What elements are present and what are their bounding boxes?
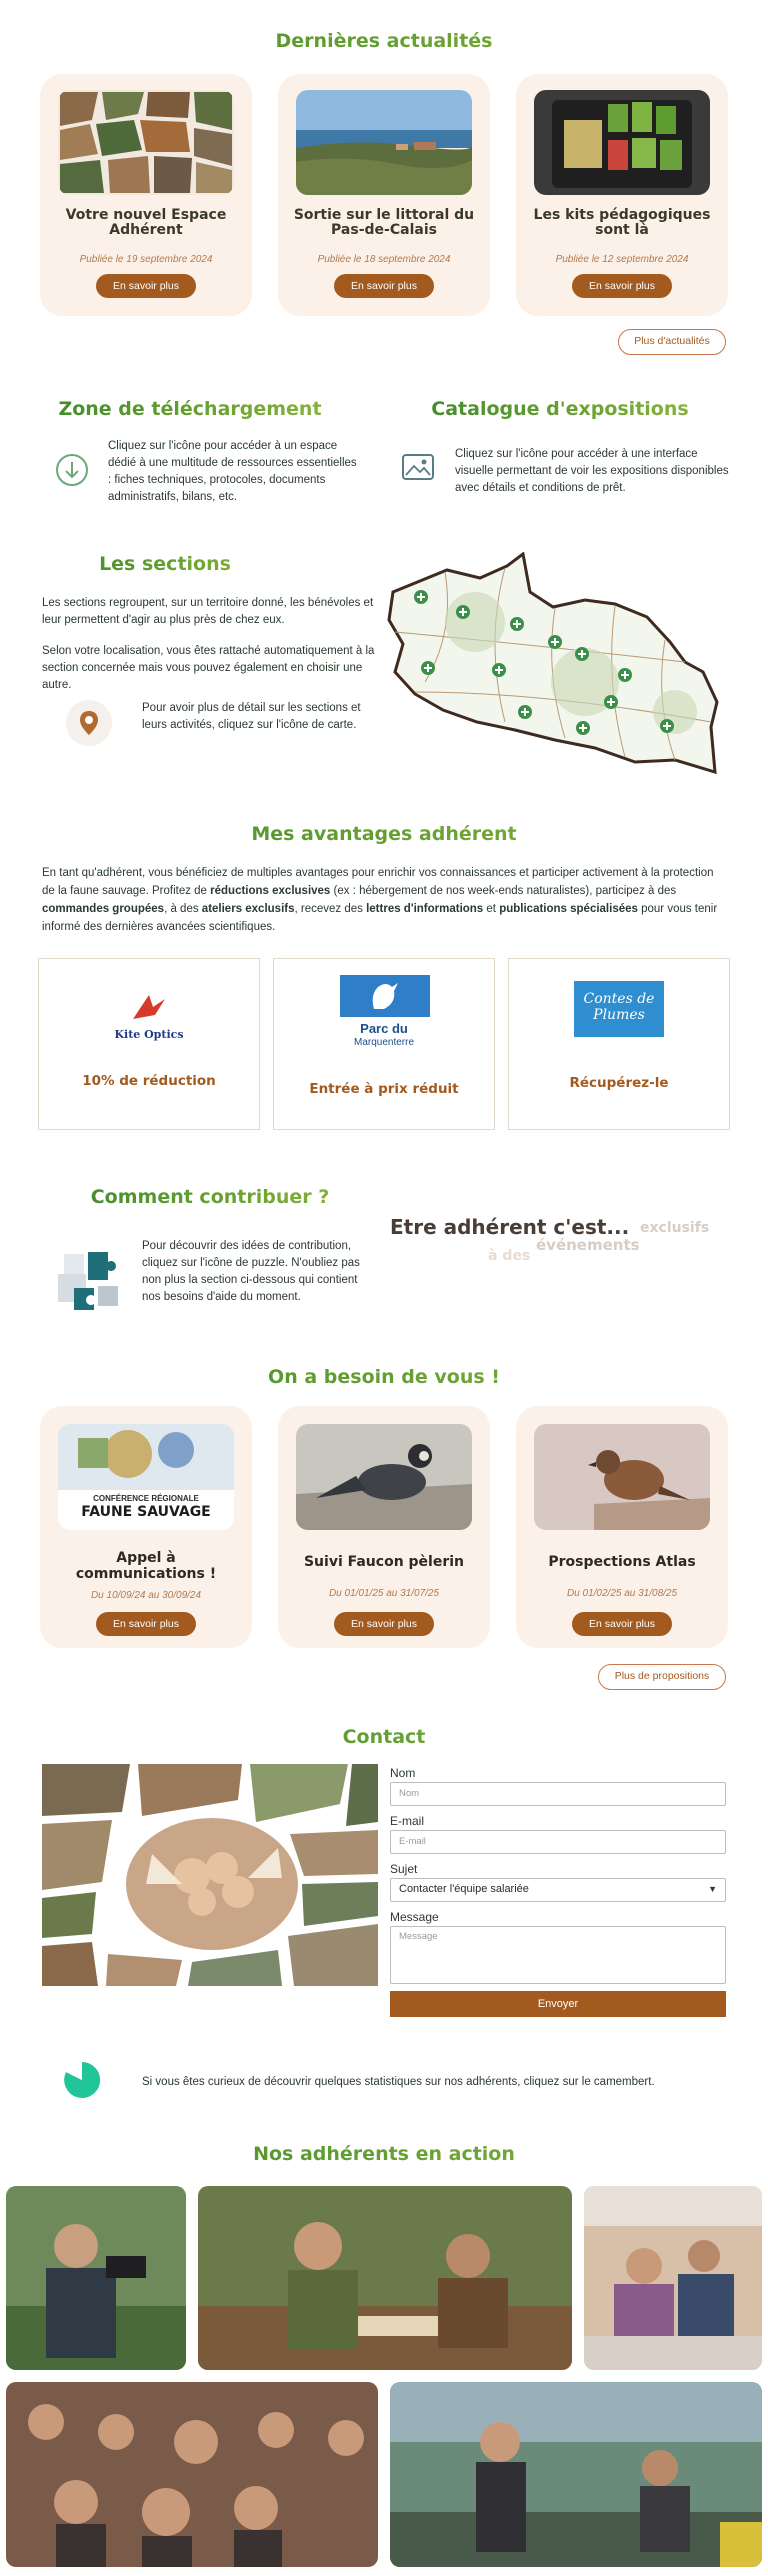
news-read-more-button[interactable]: En savoir plus <box>572 274 672 298</box>
more-news-button[interactable]: Plus d'actualités <box>618 329 726 355</box>
news-card-title: Les kits pédagogiques sont là <box>533 207 711 238</box>
advantage-highlight: publications spécialisées <box>499 903 638 915</box>
news-card-title: Sortie sur le littoral du Pas-de-Calais <box>293 207 475 238</box>
news-read-more-button[interactable]: En savoir plus <box>334 274 434 298</box>
contact-title: Contact <box>0 1726 768 1748</box>
news-card-date: Publiée le 18 septembre 2024 <box>317 254 451 265</box>
advantages-intro <box>42 864 728 936</box>
send-button[interactable]: Envoyer <box>390 1991 726 2017</box>
action-photo-stand <box>584 2186 762 2370</box>
sections-paragraph-2: Selon votre localisation, vous êtes rattaché automatiquement à la section concernée mais vous pouvez également en choisir une autre. <box>42 645 375 691</box>
action-photo-audience <box>6 2382 378 2567</box>
email-label: E-mail <box>390 1814 425 1828</box>
news-title: Dernières actualités <box>0 30 768 52</box>
needs-read-more-button[interactable]: En savoir plus <box>96 1612 196 1636</box>
news-card[interactable] <box>516 74 728 316</box>
contribute-text: Pour découvrir des idées de contribution, cliquez sur l'icône de puzzle. N'oubliez pas non plus la section ci-dessous qui contient nos besoins d'aide du moment. <box>142 1240 360 1303</box>
advantage-text: et <box>483 903 500 915</box>
needs-card[interactable] <box>278 1406 490 1648</box>
subject-value: Contacter l'équipe salariée <box>399 1883 529 1895</box>
news-card-date: Publiée le 19 septembre 2024 <box>79 254 213 265</box>
sections-title: Les sections <box>60 553 270 575</box>
advantage-highlight: ateliers exclusifs <box>201 903 295 915</box>
advantage-kite-optics[interactable] <box>38 958 260 1130</box>
advantage-text: , recevez des <box>294 903 367 915</box>
advantage-parc-marquenterre[interactable]: Parc du Marquenterre Entrée à prix réduit <box>273 958 495 1130</box>
dropdown-arrow-icon: ▼ <box>708 1884 717 1894</box>
contact-photo-mosaic <box>42 1764 378 1986</box>
member-slogan: Etre adhérent c'est... <box>390 1215 630 1239</box>
image-frame-icon[interactable] <box>400 452 436 482</box>
download-circle-icon[interactable] <box>54 452 90 488</box>
stats-text: Si vous êtes curieux de découvrir quelques statistiques sur nos adhérents, cliquez sur le camembert. <box>142 2076 655 2088</box>
needs-image-sparrow <box>534 1424 710 1530</box>
news-read-more-button[interactable]: En savoir plus <box>96 274 196 298</box>
advantage-label: 10% de réduction <box>82 1073 216 1089</box>
needs-title: On a besoin de vous ! <box>0 1366 768 1388</box>
needs-card[interactable] <box>40 1406 252 1648</box>
name-input[interactable]: Nom <box>390 1782 726 1806</box>
download-zone-title: Zone de téléchargement <box>40 398 340 420</box>
advantage-label: Entrée à prix réduit <box>309 1081 459 1097</box>
contribute-title: Comment contribuer ? <box>60 1186 360 1208</box>
message-textarea[interactable]: Message <box>390 1926 726 1984</box>
needs-card-title: Appel à communications ! <box>75 1550 217 1582</box>
action-photo-camera <box>6 2186 186 2370</box>
floating-word: exclusifs <box>640 1220 710 1236</box>
sections-map[interactable] <box>385 552 723 777</box>
floating-word: à des <box>488 1248 531 1264</box>
needs-card-date: Du 01/01/25 au 31/07/25 <box>328 1588 440 1599</box>
puzzle-icon[interactable] <box>54 1244 128 1314</box>
expositions-text: Cliquez sur l'icône pour accéder à une interface visuelle permettant de voir les expositions disponibles avec détails et conditions de prêt. <box>455 448 729 494</box>
advantage-label: Récupérez-le <box>569 1075 669 1091</box>
news-card-title: Votre nouvel Espace Adhérent <box>65 207 227 238</box>
pie-chart-icon[interactable] <box>62 2060 102 2100</box>
action-title: Nos adhérents en action <box>0 2143 768 2165</box>
needs-card-title: Suivi Faucon pèlerin <box>303 1554 465 1570</box>
news-image-members <box>58 90 234 195</box>
news-image-kits <box>534 90 710 195</box>
advantage-highlight: lettres d'informations <box>366 903 484 915</box>
news-card-date: Publiée le 12 septembre 2024 <box>555 254 689 265</box>
advantage-highlight: réductions exclusives <box>210 885 331 897</box>
news-card[interactable] <box>278 74 490 316</box>
advantage-text: En tant qu'adhérent, vous bénéficiez de multiples avantages pour enrichir vos connaissances et participer activement à la protection de la faune sauvage. Profitez de <box>42 867 714 897</box>
advantage-text: (ex : hébergement de nos week-ends naturalistes), participez à des <box>330 885 677 897</box>
expositions-title: Catalogue d'expositions <box>410 398 710 420</box>
more-proposals-button[interactable]: Plus de propositions <box>598 1664 726 1690</box>
advantage-contes-de-plumes[interactable] <box>508 958 730 1130</box>
needs-image-falcon <box>296 1424 472 1530</box>
needs-card-date: Du 10/09/24 au 30/09/24 <box>90 1590 202 1601</box>
subject-select[interactable] <box>390 1878 726 1902</box>
needs-card[interactable] <box>516 1406 728 1648</box>
advantage-text: , à des <box>164 903 202 915</box>
email-input[interactable]: E-mail <box>390 1830 726 1854</box>
name-label: Nom <box>390 1766 416 1780</box>
needs-card-title: Prospections Atlas <box>548 1554 696 1570</box>
download-zone-text: Cliquez sur l'icône pour accéder à un espace dédié à une multitude de ressources essentielles : fiches techniques, protocoles, documents administratifs, bilans, etc. <box>108 440 357 503</box>
action-photo-workshop <box>198 2186 572 2370</box>
map-pin-icon[interactable] <box>66 700 112 746</box>
advantages-title: Mes avantages adhérent <box>0 823 768 845</box>
needs-image-conference: CONFÉRENCE RÉGIONALE FAUNE SAUVAGE <box>58 1424 234 1530</box>
sections-paragraph-1: Les sections regroupent, sur un territoire donné, les bénévoles et leur permettent d'agir au plus près de chez eux. <box>42 597 374 626</box>
news-image-coast <box>296 90 472 195</box>
sections-paragraph-3: Pour avoir plus de détail sur les sections et leurs activités, cliquez sur l'icône de carte. <box>142 702 361 731</box>
message-label: Message <box>390 1910 439 1924</box>
parc-marquenterre-logo <box>340 975 430 1017</box>
advantage-text: pour vous tenir informé des dernières avancées scientifiques. <box>42 903 718 933</box>
needs-read-more-button[interactable]: En savoir plus <box>572 1612 672 1636</box>
news-card[interactable] <box>40 74 252 316</box>
floating-word: événements <box>536 1236 640 1254</box>
subject-label: Sujet <box>390 1862 418 1876</box>
kite-optics-logo: Kite Optics <box>39 993 259 1041</box>
action-photo-field <box>390 2382 762 2567</box>
advantage-highlight: commandes groupées <box>42 903 165 915</box>
needs-read-more-button[interactable]: En savoir plus <box>334 1612 434 1636</box>
needs-card-date: Du 01/02/25 au 31/08/25 <box>566 1588 678 1599</box>
contes-de-plumes-logo: Contes de Plumes <box>574 981 664 1037</box>
